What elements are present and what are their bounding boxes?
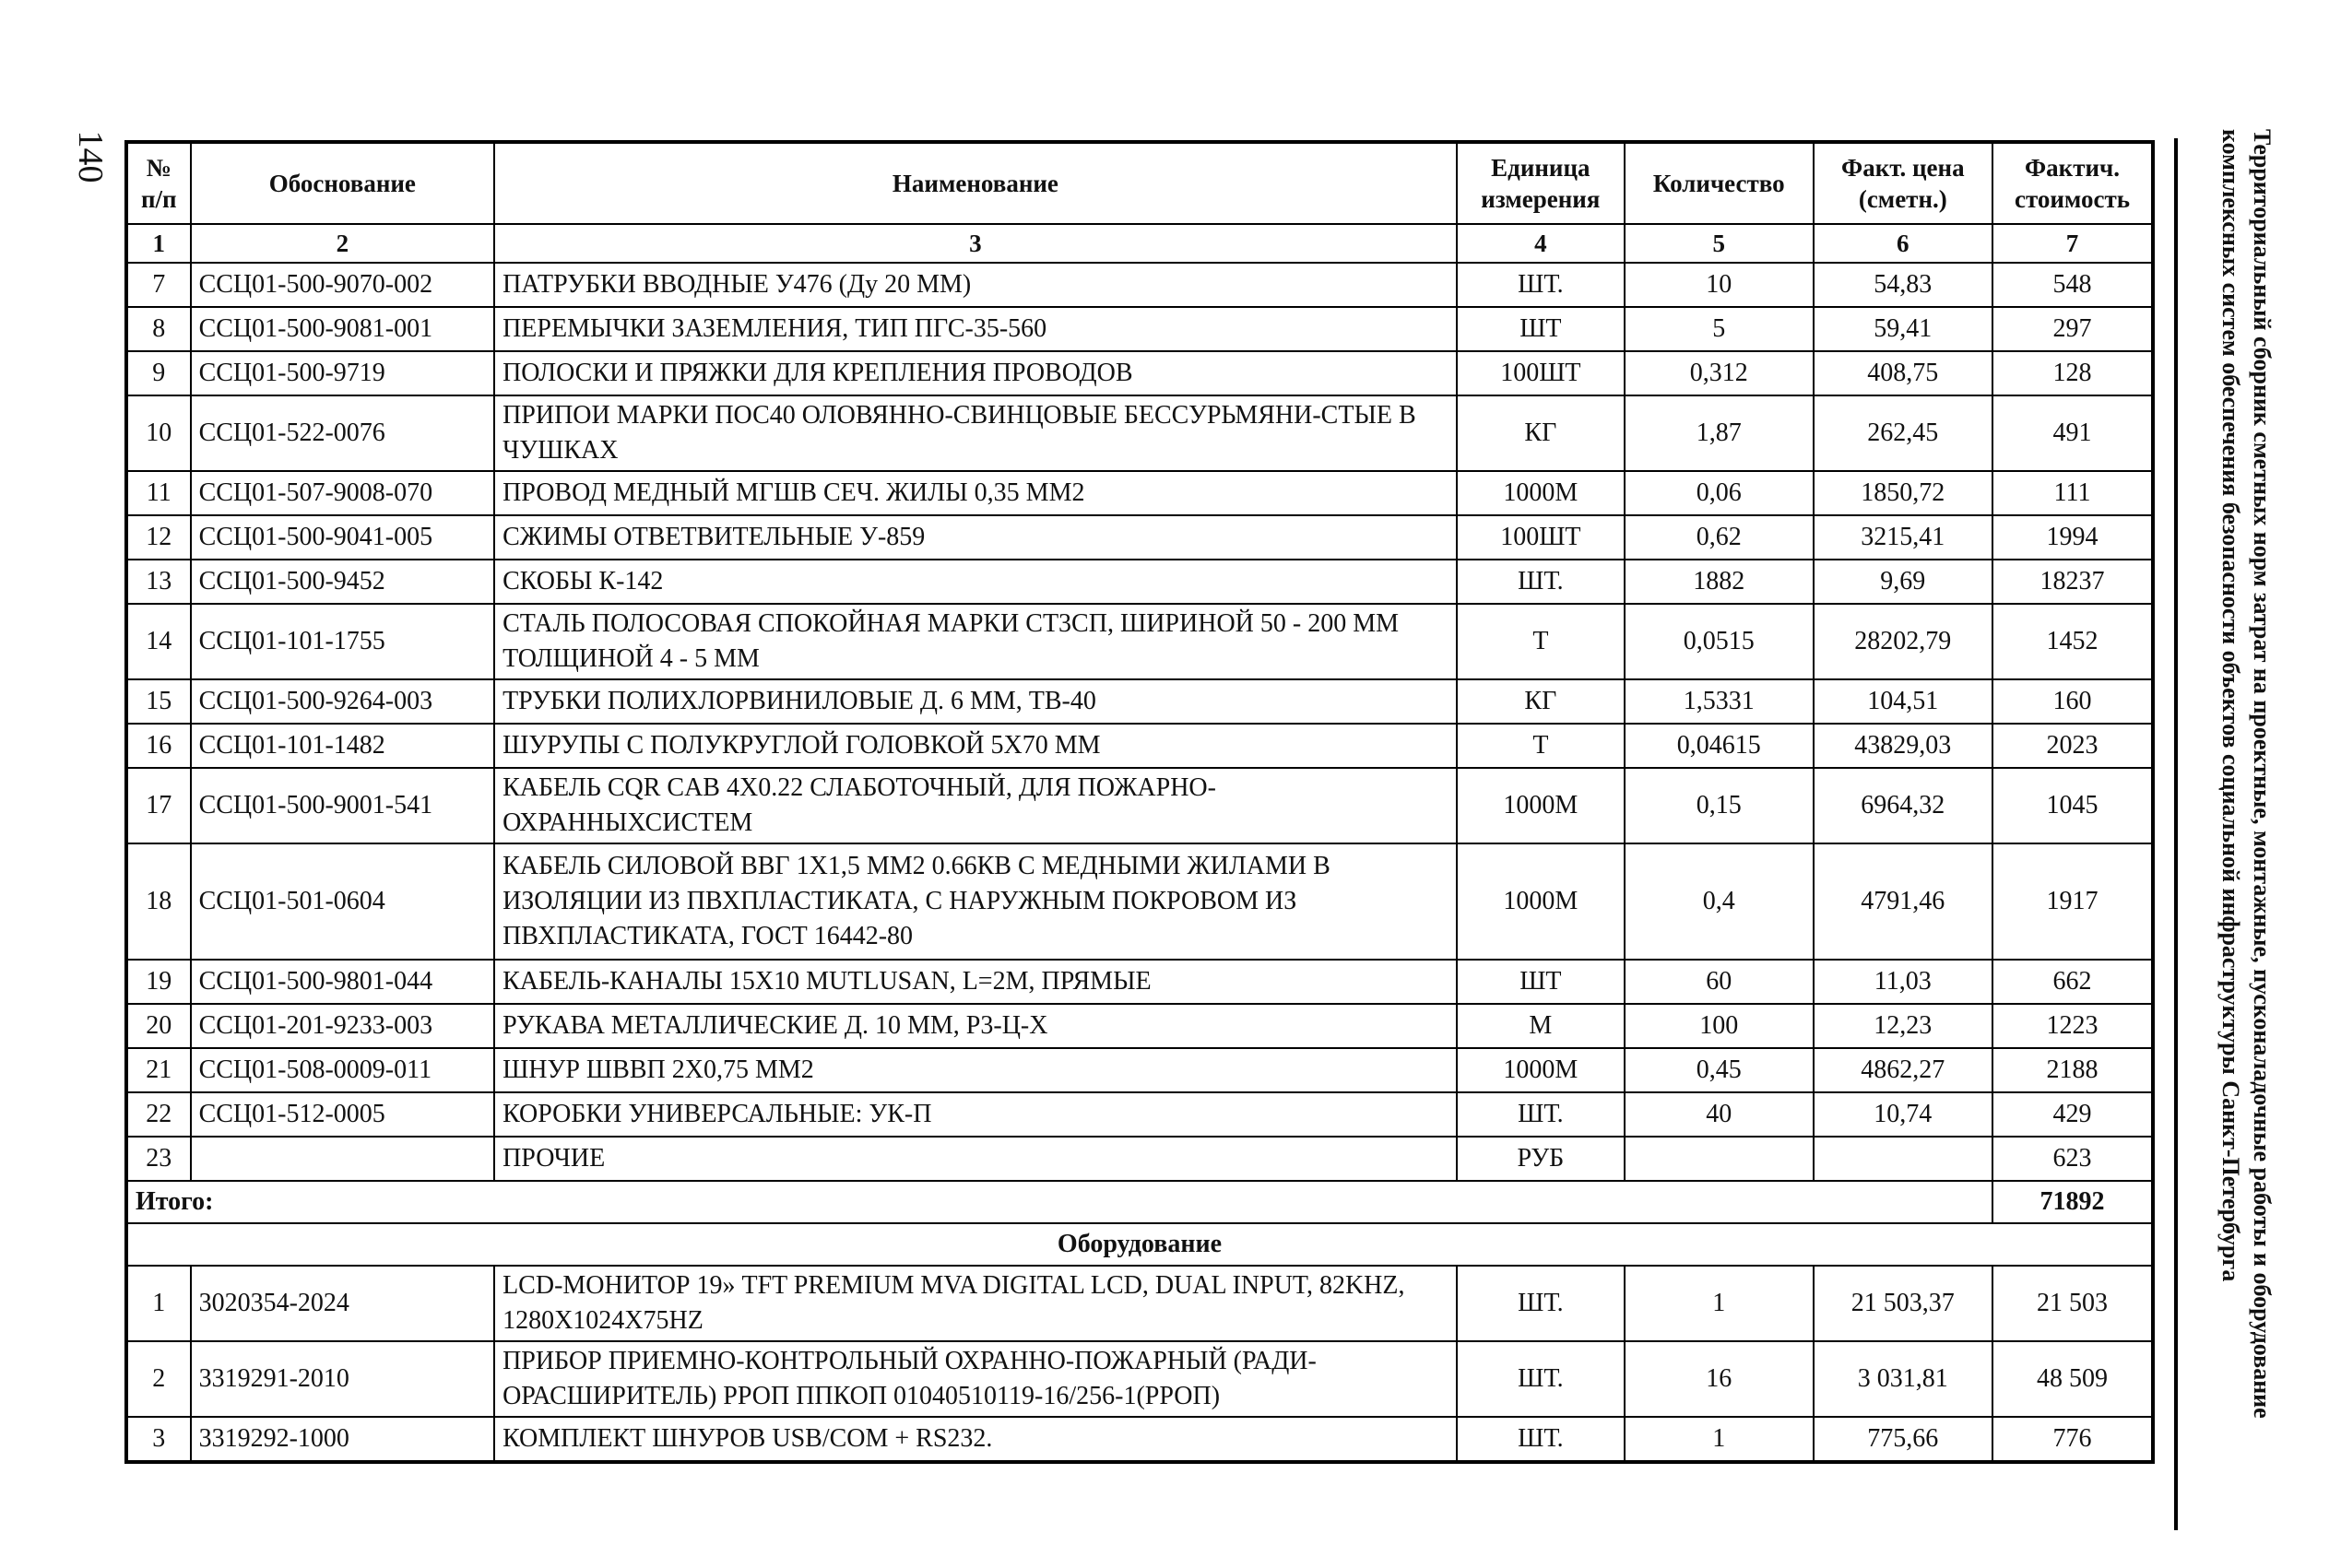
- cell-cost: 662: [1992, 960, 2153, 1004]
- cell-unit: КГ: [1457, 679, 1625, 724]
- cell-name: СТАЛЬ ПОЛОСОВАЯ СПОКОЙНАЯ МАРКИ СТ3СП, ШИРИНОЙ 50 - 200 ММ ТОЛЩИНОЙ 4 - 5 ММ: [494, 604, 1457, 679]
- cell-cost: 128: [1992, 351, 2153, 395]
- cell-unit: Т: [1457, 604, 1625, 679]
- cell-price: 21 503,37: [1814, 1266, 1992, 1341]
- table-row: [126, 724, 2153, 768]
- cell-cost: 18237: [1992, 560, 2153, 604]
- cell-num: 21: [126, 1048, 191, 1092]
- cell-basis: ССЦ01-508-0009-011: [191, 1048, 494, 1092]
- header-unit: Единица измерения: [1457, 142, 1625, 224]
- cell-name: КОМПЛЕКТ ШНУРОВ USB/COM + RS232.: [494, 1417, 1457, 1462]
- cell-unit: 100ШТ: [1457, 351, 1625, 395]
- cell-cost: 1452: [1992, 604, 2153, 679]
- cell-basis: ССЦ01-500-9070-002: [191, 263, 494, 307]
- cell-unit: М: [1457, 1004, 1625, 1048]
- cell-basis: ССЦ01-101-1482: [191, 724, 494, 768]
- column-number: 5: [1625, 224, 1814, 263]
- cell-unit: ШТ: [1457, 960, 1625, 1004]
- cell-qty: 10: [1625, 263, 1814, 307]
- column-number: 1: [126, 224, 191, 263]
- cell-cost: 160: [1992, 679, 2153, 724]
- cell-basis: 3319291-2010: [191, 1341, 494, 1417]
- cell-price: 10,74: [1814, 1092, 1992, 1137]
- side-running-title: [2176, 129, 2277, 1530]
- cell-cost: 2188: [1992, 1048, 2153, 1092]
- cell-name: КАБЕЛЬ CQR CAB 4X0.22 СЛАБОТОЧНЫЙ, ДЛЯ ПОЖАРНО-ОХРАННЫХСИСТЕМ: [494, 768, 1457, 843]
- cell-basis: ССЦ01-101-1755: [191, 604, 494, 679]
- header-row: [126, 142, 2153, 224]
- total-value: 71892: [1992, 1181, 2153, 1223]
- cell-qty: 0,4: [1625, 843, 1814, 960]
- table-row: [126, 843, 2153, 960]
- cell-name: ПРОВОД МЕДНЫЙ МГШВ СЕЧ. ЖИЛЫ 0,35 ММ2: [494, 471, 1457, 515]
- cell-price: 59,41: [1814, 307, 1992, 351]
- cell-num: 22: [126, 1092, 191, 1137]
- cell-basis: 3020354-2024: [191, 1266, 494, 1341]
- cell-num: 18: [126, 843, 191, 960]
- column-number: 7: [1992, 224, 2153, 263]
- total-row: [126, 1181, 2153, 1223]
- cell-basis: ССЦ01-500-9081-001: [191, 307, 494, 351]
- cell-name: КАБЕЛЬ СИЛОВОЙ ВВГ 1Х1,5 ММ2 0.66КВ С МЕДНЫМИ ЖИЛАМИ В ИЗОЛЯЦИИ ИЗ ПВХПЛАСТИКАТА, С НАРУЖНЫМ ПОКРОВОМ ИЗ ПВХПЛАСТИКАТА, ГОСТ 16442-80: [494, 843, 1457, 960]
- cell-num: 16: [126, 724, 191, 768]
- cell-name: СЖИМЫ ОТВЕТВИТЕЛЬНЫЕ У-859: [494, 515, 1457, 560]
- cell-qty: 1,5331: [1625, 679, 1814, 724]
- cell-price: 43829,03: [1814, 724, 1992, 768]
- cell-basis: ССЦ01-500-9001-541: [191, 768, 494, 843]
- cell-unit: ШТ.: [1457, 1417, 1625, 1462]
- total-label: Итого:: [126, 1181, 1992, 1223]
- cell-num: 1: [126, 1266, 191, 1341]
- cell-cost: 623: [1992, 1137, 2153, 1181]
- table-row: [126, 395, 2153, 471]
- cell-unit: ШТ: [1457, 307, 1625, 351]
- cell-num: 19: [126, 960, 191, 1004]
- cell-unit: 100ШТ: [1457, 515, 1625, 560]
- table-row: [126, 263, 2153, 307]
- cell-price: 9,69: [1814, 560, 1992, 604]
- cell-cost: 111: [1992, 471, 2153, 515]
- column-number-row: [126, 224, 2153, 263]
- cell-price: 11,03: [1814, 960, 1992, 1004]
- cell-basis: ССЦ01-500-9264-003: [191, 679, 494, 724]
- table-row: [126, 351, 2153, 395]
- cell-qty: [1625, 1137, 1814, 1181]
- cell-qty: 0,0515: [1625, 604, 1814, 679]
- side-title-line-1: Территориальный сборник сметных норм затрат на проектные, монтажные, пусконаладочные работы и оборудование: [2249, 129, 2276, 1419]
- header-basis: Обоснование: [191, 142, 494, 224]
- cell-name: ШУРУПЫ С ПОЛУКРУГЛОЙ ГОЛОВКОЙ 5Х70 ММ: [494, 724, 1457, 768]
- cell-unit: ШТ.: [1457, 560, 1625, 604]
- header-name: Наименование: [494, 142, 1457, 224]
- equipment-row: [126, 1417, 2153, 1462]
- cell-unit: Т: [1457, 724, 1625, 768]
- cell-price: 775,66: [1814, 1417, 1992, 1462]
- estimate-table: [124, 140, 2155, 1464]
- cell-num: 10: [126, 395, 191, 471]
- cell-unit: РУБ: [1457, 1137, 1625, 1181]
- cell-basis: [191, 1137, 494, 1181]
- equipment-row: [126, 1266, 2153, 1341]
- equipment-section-row: [126, 1223, 2153, 1266]
- cell-price: 408,75: [1814, 351, 1992, 395]
- cell-name: ТРУБКИ ПОЛИХЛОРВИНИЛОВЫЕ Д. 6 ММ, ТВ-40: [494, 679, 1457, 724]
- header-num: № п/п: [126, 142, 191, 224]
- cell-cost: 1223: [1992, 1004, 2153, 1048]
- cell-qty: 1,87: [1625, 395, 1814, 471]
- table-row: [126, 768, 2153, 843]
- side-title-line-2: комплексных систем обеспечения безопасности объектов социальной инфраструктуры Санкт-Петербурга: [2217, 129, 2244, 1282]
- cell-basis: ССЦ01-507-9008-070: [191, 471, 494, 515]
- column-number: 4: [1457, 224, 1625, 263]
- cell-basis: ССЦ01-500-9801-044: [191, 960, 494, 1004]
- header-price: Факт. цена (сметн.): [1814, 142, 1992, 224]
- cell-qty: 5: [1625, 307, 1814, 351]
- cell-unit: ШТ.: [1457, 1341, 1625, 1417]
- cell-name: ПОЛОСКИ И ПРЯЖКИ ДЛЯ КРЕПЛЕНИЯ ПРОВОДОВ: [494, 351, 1457, 395]
- cell-qty: 0,45: [1625, 1048, 1814, 1092]
- page-number: 140: [71, 130, 110, 183]
- table-row: [126, 1048, 2153, 1092]
- cell-num: 9: [126, 351, 191, 395]
- cell-unit: 1000М: [1457, 768, 1625, 843]
- cell-basis: ССЦ01-500-9452: [191, 560, 494, 604]
- cell-unit: ШТ.: [1457, 1092, 1625, 1137]
- cell-price: [1814, 1137, 1992, 1181]
- cell-qty: 100: [1625, 1004, 1814, 1048]
- cell-unit: 1000М: [1457, 843, 1625, 960]
- equipment-section-title: Оборудование: [126, 1223, 2153, 1266]
- cell-cost: 2023: [1992, 724, 2153, 768]
- equipment-row: [126, 1341, 2153, 1417]
- cell-cost: 21 503: [1992, 1266, 2153, 1341]
- column-number: 6: [1814, 224, 1992, 263]
- cell-num: 11: [126, 471, 191, 515]
- cell-num: 8: [126, 307, 191, 351]
- table-row: [126, 560, 2153, 604]
- table-row: [126, 471, 2153, 515]
- cell-name: КАБЕЛЬ-КАНАЛЫ 15Х10 MUTLUSAN, L=2M, ПРЯМЫЕ: [494, 960, 1457, 1004]
- cell-basis: ССЦ01-501-0604: [191, 843, 494, 960]
- cell-name: ПРИБОР ПРИЕМНО-КОНТРОЛЬНЫЙ ОХРАННО-ПОЖАРНЫЙ (РАДИ-ОРАСШИРИТЕЛЬ) РРОП ППКОП 01040510119-16/256-1(РРОП): [494, 1341, 1457, 1417]
- cell-cost: 297: [1992, 307, 2153, 351]
- cell-unit: ШТ.: [1457, 263, 1625, 307]
- cell-num: 14: [126, 604, 191, 679]
- cell-price: 4791,46: [1814, 843, 1992, 960]
- cell-unit: ШТ.: [1457, 1266, 1625, 1341]
- column-number: 2: [191, 224, 494, 263]
- cell-qty: 0,06: [1625, 471, 1814, 515]
- cell-qty: 40: [1625, 1092, 1814, 1137]
- cell-unit: 1000М: [1457, 471, 1625, 515]
- cell-name: СКОБЫ К-142: [494, 560, 1457, 604]
- cell-name: ПРИПОИ МАРКИ ПОС40 ОЛОВЯННО-СВИНЦОВЫЕ БЕССУРЬМЯНИ-СТЫЕ В ЧУШКАХ: [494, 395, 1457, 471]
- cell-price: 262,45: [1814, 395, 1992, 471]
- cell-basis: ССЦ01-201-9233-003: [191, 1004, 494, 1048]
- cell-basis: ССЦ01-522-0076: [191, 395, 494, 471]
- estimate-table-wrapper: [124, 140, 2155, 1464]
- cell-num: 12: [126, 515, 191, 560]
- table-row: [126, 1137, 2153, 1181]
- cell-qty: 0,312: [1625, 351, 1814, 395]
- header-cost: Фактич. стоимость: [1992, 142, 2153, 224]
- side-title-text: [2176, 129, 2277, 1530]
- cell-price: 54,83: [1814, 263, 1992, 307]
- cell-num: 3: [126, 1417, 191, 1462]
- cell-name: ПАТРУБКИ ВВОДНЫЕ У476 (Ду 20 ММ): [494, 263, 1457, 307]
- cell-num: 7: [126, 263, 191, 307]
- cell-qty: 0,04615: [1625, 724, 1814, 768]
- cell-name: РУКАВА МЕТАЛЛИЧЕСКИЕ Д. 10 ММ, Р3-Ц-Х: [494, 1004, 1457, 1048]
- cell-cost: 776: [1992, 1417, 2153, 1462]
- table-row: [126, 960, 2153, 1004]
- cell-qty: 0,15: [1625, 768, 1814, 843]
- cell-price: 4862,27: [1814, 1048, 1992, 1092]
- cell-num: 23: [126, 1137, 191, 1181]
- cell-qty: 1882: [1625, 560, 1814, 604]
- table-row: [126, 307, 2153, 351]
- cell-cost: 548: [1992, 263, 2153, 307]
- cell-name: КОРОБКИ УНИВЕРСАЛЬНЫЕ: УК-П: [494, 1092, 1457, 1137]
- cell-price: 104,51: [1814, 679, 1992, 724]
- cell-unit: 1000М: [1457, 1048, 1625, 1092]
- cell-unit: КГ: [1457, 395, 1625, 471]
- cell-basis: ССЦ01-500-9719: [191, 351, 494, 395]
- cell-cost: 429: [1992, 1092, 2153, 1137]
- cell-price: 28202,79: [1814, 604, 1992, 679]
- cell-num: 2: [126, 1341, 191, 1417]
- cell-cost: 491: [1992, 395, 2153, 471]
- cell-qty: 0,62: [1625, 515, 1814, 560]
- cell-name: ПРОЧИЕ: [494, 1137, 1457, 1181]
- table-row: [126, 515, 2153, 560]
- cell-cost: 1994: [1992, 515, 2153, 560]
- table-row: [126, 604, 2153, 679]
- cell-name: ПЕРЕМЫЧКИ ЗАЗЕМЛЕНИЯ, ТИП ПГС-35-560: [494, 307, 1457, 351]
- cell-num: 17: [126, 768, 191, 843]
- cell-basis: 3319292-1000: [191, 1417, 494, 1462]
- cell-cost: 1045: [1992, 768, 2153, 843]
- cell-price: 3 031,81: [1814, 1341, 1992, 1417]
- cell-num: 15: [126, 679, 191, 724]
- cell-price: 3215,41: [1814, 515, 1992, 560]
- cell-qty: 16: [1625, 1341, 1814, 1417]
- cell-name: ШНУР ШВВП 2Х0,75 ММ2: [494, 1048, 1457, 1092]
- cell-num: 13: [126, 560, 191, 604]
- cell-cost: 48 509: [1992, 1341, 2153, 1417]
- cell-qty: 1: [1625, 1266, 1814, 1341]
- cell-num: 20: [126, 1004, 191, 1048]
- cell-qty: 1: [1625, 1417, 1814, 1462]
- cell-qty: 60: [1625, 960, 1814, 1004]
- column-number: 3: [494, 224, 1457, 263]
- table-row: [126, 1092, 2153, 1137]
- cell-price: 6964,32: [1814, 768, 1992, 843]
- table-row: [126, 679, 2153, 724]
- cell-name: LCD-МОНИТОР 19» TFT PREMIUM MVA DIGITAL LCD, DUAL INPUT, 82KHZ, 1280Х1024Х75HZ: [494, 1266, 1457, 1341]
- cell-basis: ССЦ01-500-9041-005: [191, 515, 494, 560]
- cell-price: 12,23: [1814, 1004, 1992, 1048]
- header-qty: Количество: [1625, 142, 1814, 224]
- cell-basis: ССЦ01-512-0005: [191, 1092, 494, 1137]
- table-row: [126, 1004, 2153, 1048]
- cell-price: 1850,72: [1814, 471, 1992, 515]
- cell-cost: 1917: [1992, 843, 2153, 960]
